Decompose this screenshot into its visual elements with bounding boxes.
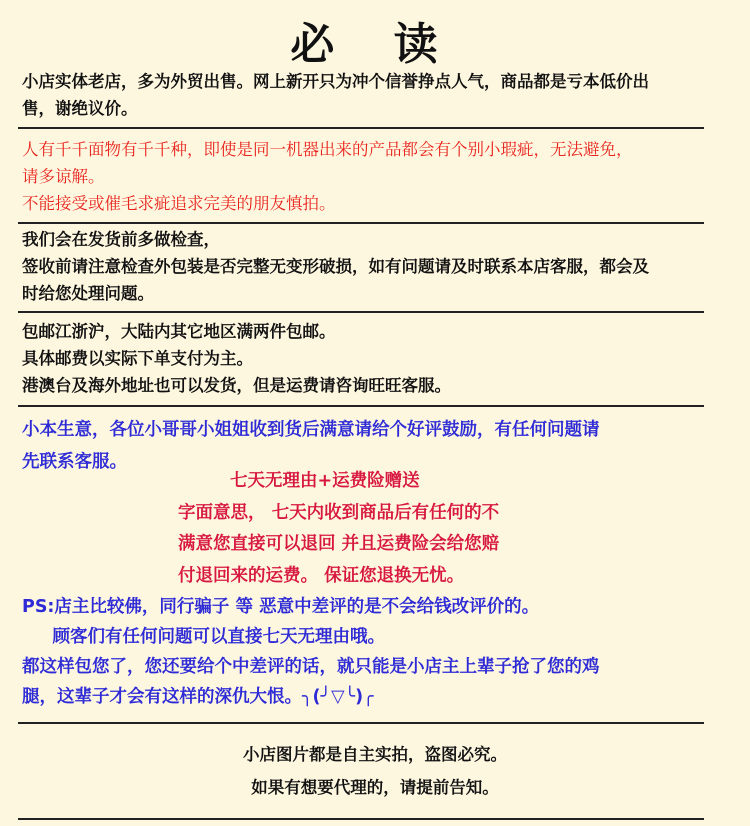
section-returns [178,466,722,592]
section-copyright [0,738,750,804]
section-intro [22,68,722,122]
text-line: 腿，这辈子才会有这样的深仇大恨。╮(╯▽╰)╭ [22,687,374,707]
text-line: 先联系客服。 [22,452,127,472]
divider [18,311,704,313]
text-line: 都这样包您了，您还要给个中差评的话，就只能是小店主上辈子抢了您的鸡 [22,657,600,677]
text-line: 七天无理由+运费险赠送 [230,471,420,491]
text-line: 付退回来的运费。 保证您退换无忧。 [178,565,465,586]
text-line: 时给您处理问题。 [22,284,154,303]
divider [18,127,704,129]
text-line: 顾客们有任何问题可以直接七天无理由哦。 [22,627,385,647]
section-defects [22,136,722,217]
text-line: 人有千千面物有千千种，即使是同一机器出来的产品都会有个别小瑕疵，无法避免， [22,140,633,159]
section-ps [22,592,722,712]
text-line: 港澳台及海外地址也可以发货，但是运费请咨询旺旺客服。 [22,376,451,395]
text-line: 小店图片都是自主实拍，盗图必究。 [243,745,507,764]
text-line: 包邮江浙沪，大陆内其它地区满两件包邮。 [22,322,336,341]
text-line: 小本生意，各位小哥哥小姐姐收到货后满意请给个好评鼓励，有任何问题请 [22,420,600,440]
divider [18,222,704,224]
divider [18,405,704,407]
text-line: 小店实体老店，多为外贸出售。网上新开只为冲个信誉挣点人气，商品都是亏本低价出 [22,72,649,91]
section-inspection [22,226,722,307]
text-line: 满意您直接可以退回 并且运费险会给您赔 [178,534,500,554]
text-line: 不能接受或催毛求疵追求完美的朋友慎拍。 [22,194,336,213]
text-line: 签收前请注意检查外包装是否完整无变形破损，如有问题请及时联系本店客服，都会及 [22,257,649,276]
text-line: 我们会在发货前多做检查， [22,230,220,249]
text-line: 售，谢绝议价。 [22,99,138,118]
text-line: 具体邮费以实际下单支付为主。 [22,349,253,368]
section-shipping [22,318,722,399]
divider [18,722,704,724]
text-line: PS:店主比较佛，同行骗子 等 恶意中差评的是不会给钱改评价的。 [22,597,540,617]
text-line: 请多谅解。 [22,167,105,186]
page-title: 必 读 [290,19,460,70]
text-line: 字面意思， 七天内收到商品后有任何的不 [178,502,500,523]
text-line: 如果有想要代理的，请提前告知。 [251,778,499,797]
divider [18,818,704,820]
